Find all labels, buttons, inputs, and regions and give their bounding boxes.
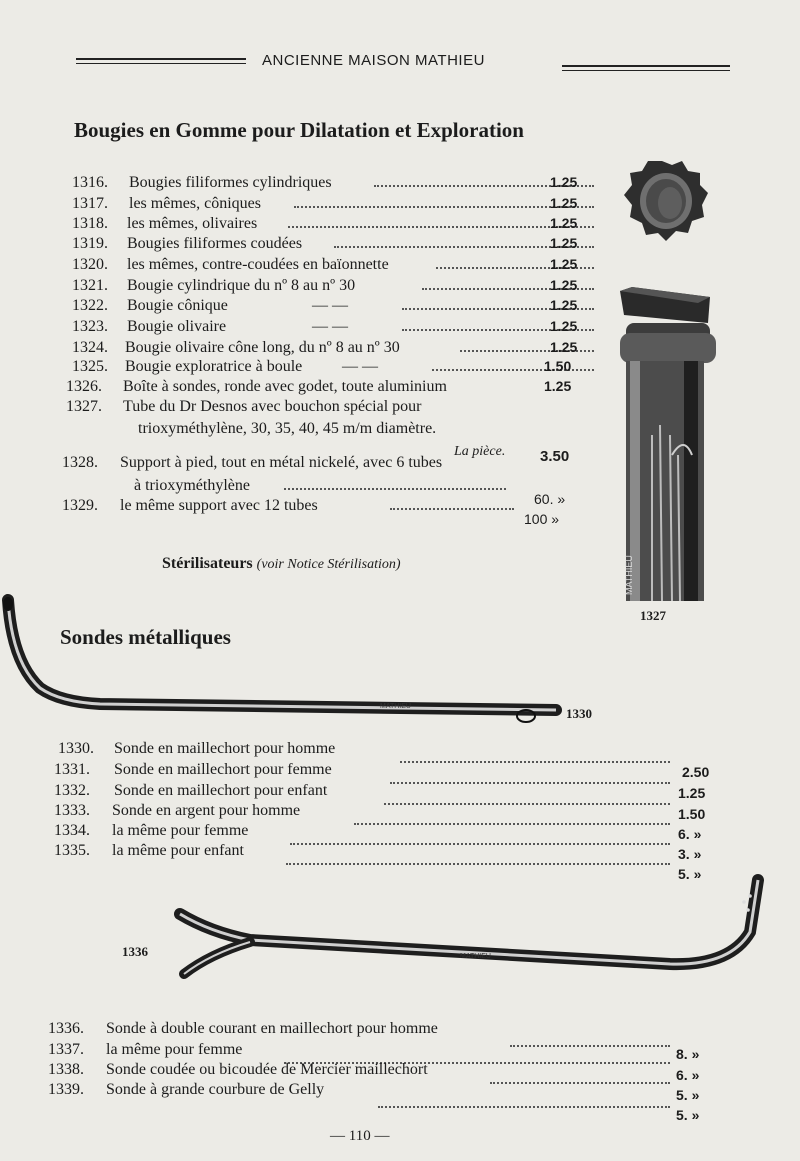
list-item <box>72 277 592 297</box>
item-description: Bougie cônique <box>127 297 228 314</box>
item-description-continued: à trioxyméthylène <box>134 477 250 494</box>
item-description: Tube du Dr Desnos avec bouchon spécial pour <box>123 398 422 415</box>
item-description: Boîte à sondes, ronde avec godet, toute aluminium <box>123 378 447 395</box>
item-description: Sonde en maillechort pour enfant <box>114 782 328 799</box>
item-price: 100 » <box>524 511 560 527</box>
header-rule-left-thin <box>76 63 246 64</box>
figure-label: 1327 <box>640 608 666 623</box>
item-description: Support à pied, tout en métal nickelé, avec 6 tubes <box>120 454 443 471</box>
header-rule-left <box>76 58 246 60</box>
item-price: 1.25 <box>550 339 578 355</box>
header-rule-right <box>562 65 730 67</box>
list-item <box>66 378 592 398</box>
list-item <box>72 339 592 359</box>
item-description: la même pour femme <box>106 1041 243 1058</box>
item-description: les mêmes, côniques <box>129 195 261 212</box>
item-number: 1327. <box>66 398 102 415</box>
item-description: les mêmes, contre-coudées en baïonnette <box>127 256 389 273</box>
item-price: 2.50 <box>682 764 710 780</box>
item-price: 1.25 <box>550 215 578 231</box>
item-price: 6. » <box>676 1067 700 1083</box>
item-description: le même support avec 12 tubes <box>120 497 318 514</box>
list-item <box>72 215 592 235</box>
list-item <box>72 318 592 338</box>
double-probe-icon <box>180 880 758 974</box>
item-description: Bougie olivaire cône long, du nº 8 au nº 30 <box>125 339 400 356</box>
item-number: 1336. <box>48 1020 84 1037</box>
leader-dots <box>286 852 670 865</box>
list-item <box>62 497 582 527</box>
item-price: 5. » <box>676 1107 700 1123</box>
item-description: Bougies filiformes coudées <box>127 235 303 252</box>
probe-icon <box>3 597 556 722</box>
list-item <box>48 1081 718 1123</box>
item-number: 1338. <box>48 1061 84 1078</box>
section-title-bougies: Bougies en Gomme pour Dilatation et Exploration <box>74 118 524 142</box>
item-number: 1334. <box>54 822 90 839</box>
item-price: 1.25 <box>678 785 706 801</box>
item-number: 1318. <box>72 215 108 232</box>
item-price: 3. » <box>678 846 702 862</box>
item-description: Bougies filiformes cylindriques <box>129 174 332 191</box>
list-item <box>72 174 592 194</box>
item-number: 1330. <box>58 740 94 757</box>
figure-label: 1336 <box>122 944 148 959</box>
leader-dots <box>294 195 594 208</box>
item-description: Sonde coudée ou bicoudée de Mercier maillechort <box>106 1061 428 1078</box>
list-item <box>72 195 592 215</box>
item-price: 8. » <box>676 1046 700 1062</box>
item-description: Bougie olivaire <box>127 318 227 335</box>
page-number: — 110 — <box>330 1128 390 1144</box>
item-number: 1319. <box>72 235 108 252</box>
tube-icon <box>620 287 716 601</box>
list-item <box>66 398 592 418</box>
item-number: 1335. <box>54 842 90 859</box>
sterilisateurs-note: (voir Notice Stérilisation) <box>256 557 401 572</box>
item-price: 1.25 <box>550 235 578 251</box>
item-number: 1325. <box>72 358 108 375</box>
item-number: 1328. <box>62 454 98 471</box>
ditto-marks: — — <box>312 297 348 314</box>
leader-dots <box>288 215 594 228</box>
list-item <box>72 235 592 255</box>
item-number: 1324. <box>72 339 108 356</box>
item-description: Sonde à double courant en maillechort pour homme <box>106 1020 438 1037</box>
item-price: 3.50 <box>540 448 570 465</box>
item-description: Sonde en argent pour homme <box>112 802 301 819</box>
tube-illustration <box>612 155 732 615</box>
tube-brand: MATHIEU <box>624 555 634 595</box>
probe-brand: MATHIEU <box>460 953 491 960</box>
item-price: 1.50 <box>544 358 572 374</box>
item-price: 1.25 <box>550 318 578 334</box>
item-description: la même pour enfant <box>112 842 244 859</box>
item-number: 1329. <box>62 497 98 514</box>
item-number: 1333. <box>54 802 90 819</box>
item-number: 1316. <box>72 174 108 191</box>
leader-dots <box>284 477 506 490</box>
leader-dots <box>390 497 514 510</box>
item-price: 1.25 <box>550 174 578 190</box>
header-rule-right-thin <box>562 70 730 71</box>
item-number: 1320. <box>72 256 108 273</box>
sterilisateurs-label: Stérilisateurs <box>162 555 253 572</box>
leader-dots <box>378 1095 670 1108</box>
page-header: ANCIENNE MAISON MATHIEU <box>262 52 485 69</box>
item-number: 1339. <box>48 1081 84 1098</box>
item-description-continued: trioxyméthylène, 30, 35, 40, 45 m/m diamètre. <box>138 420 437 437</box>
item-price: 6. » <box>678 826 702 842</box>
item-price: 5. » <box>676 1087 700 1103</box>
item-price: 1.25 <box>550 277 578 293</box>
ditto-marks: — — <box>342 358 378 375</box>
item-number: 1322. <box>72 297 108 314</box>
list-item <box>54 842 714 882</box>
probe-brand: MATHIEU <box>380 703 411 710</box>
male-probe-illustration <box>0 592 580 732</box>
item-number: 1321. <box>72 277 108 294</box>
figure-label: 1330 <box>566 706 592 721</box>
item-price: 1.25 <box>544 378 572 394</box>
item-number: 1332. <box>54 782 90 799</box>
list-item <box>72 297 592 317</box>
list-item <box>72 256 592 276</box>
item-description: la même pour femme <box>112 822 249 839</box>
item-note: La pièce. <box>454 444 506 459</box>
sonde-box-icon <box>624 161 708 241</box>
item-price: 60. » <box>534 491 566 507</box>
item-price: 1.50 <box>678 806 706 822</box>
item-price: 5. » <box>678 866 702 882</box>
item-description: Sonde en maillechort pour femme <box>114 761 332 778</box>
item-description: Sonde en maillechort pour homme <box>114 740 336 757</box>
item-description: les mêmes, olivaires <box>127 215 258 232</box>
item-number: 1337. <box>48 1041 84 1058</box>
item-description: Bougie cylindrique du nº 8 au nº 30 <box>127 277 356 294</box>
item-description: Sonde à grande courbure de Gelly <box>106 1081 325 1098</box>
list-item <box>72 358 592 378</box>
sterilisateurs-heading <box>162 555 401 573</box>
item-number: 1323. <box>72 318 108 335</box>
double-current-probe-illustration <box>170 872 770 992</box>
item-description: Bougie exploratrice à boule <box>125 358 303 375</box>
list-item <box>62 454 592 474</box>
item-number: 1326. <box>66 378 102 395</box>
section-title-sondes: Sondes métalliques <box>60 625 231 649</box>
item-price: 1.25 <box>550 256 578 272</box>
item-price: 1.25 <box>550 297 578 313</box>
item-number: 1331. <box>54 761 90 778</box>
item-number: 1317. <box>72 195 108 212</box>
item-price: 1.25 <box>550 195 578 211</box>
ditto-marks: — — <box>312 318 348 335</box>
